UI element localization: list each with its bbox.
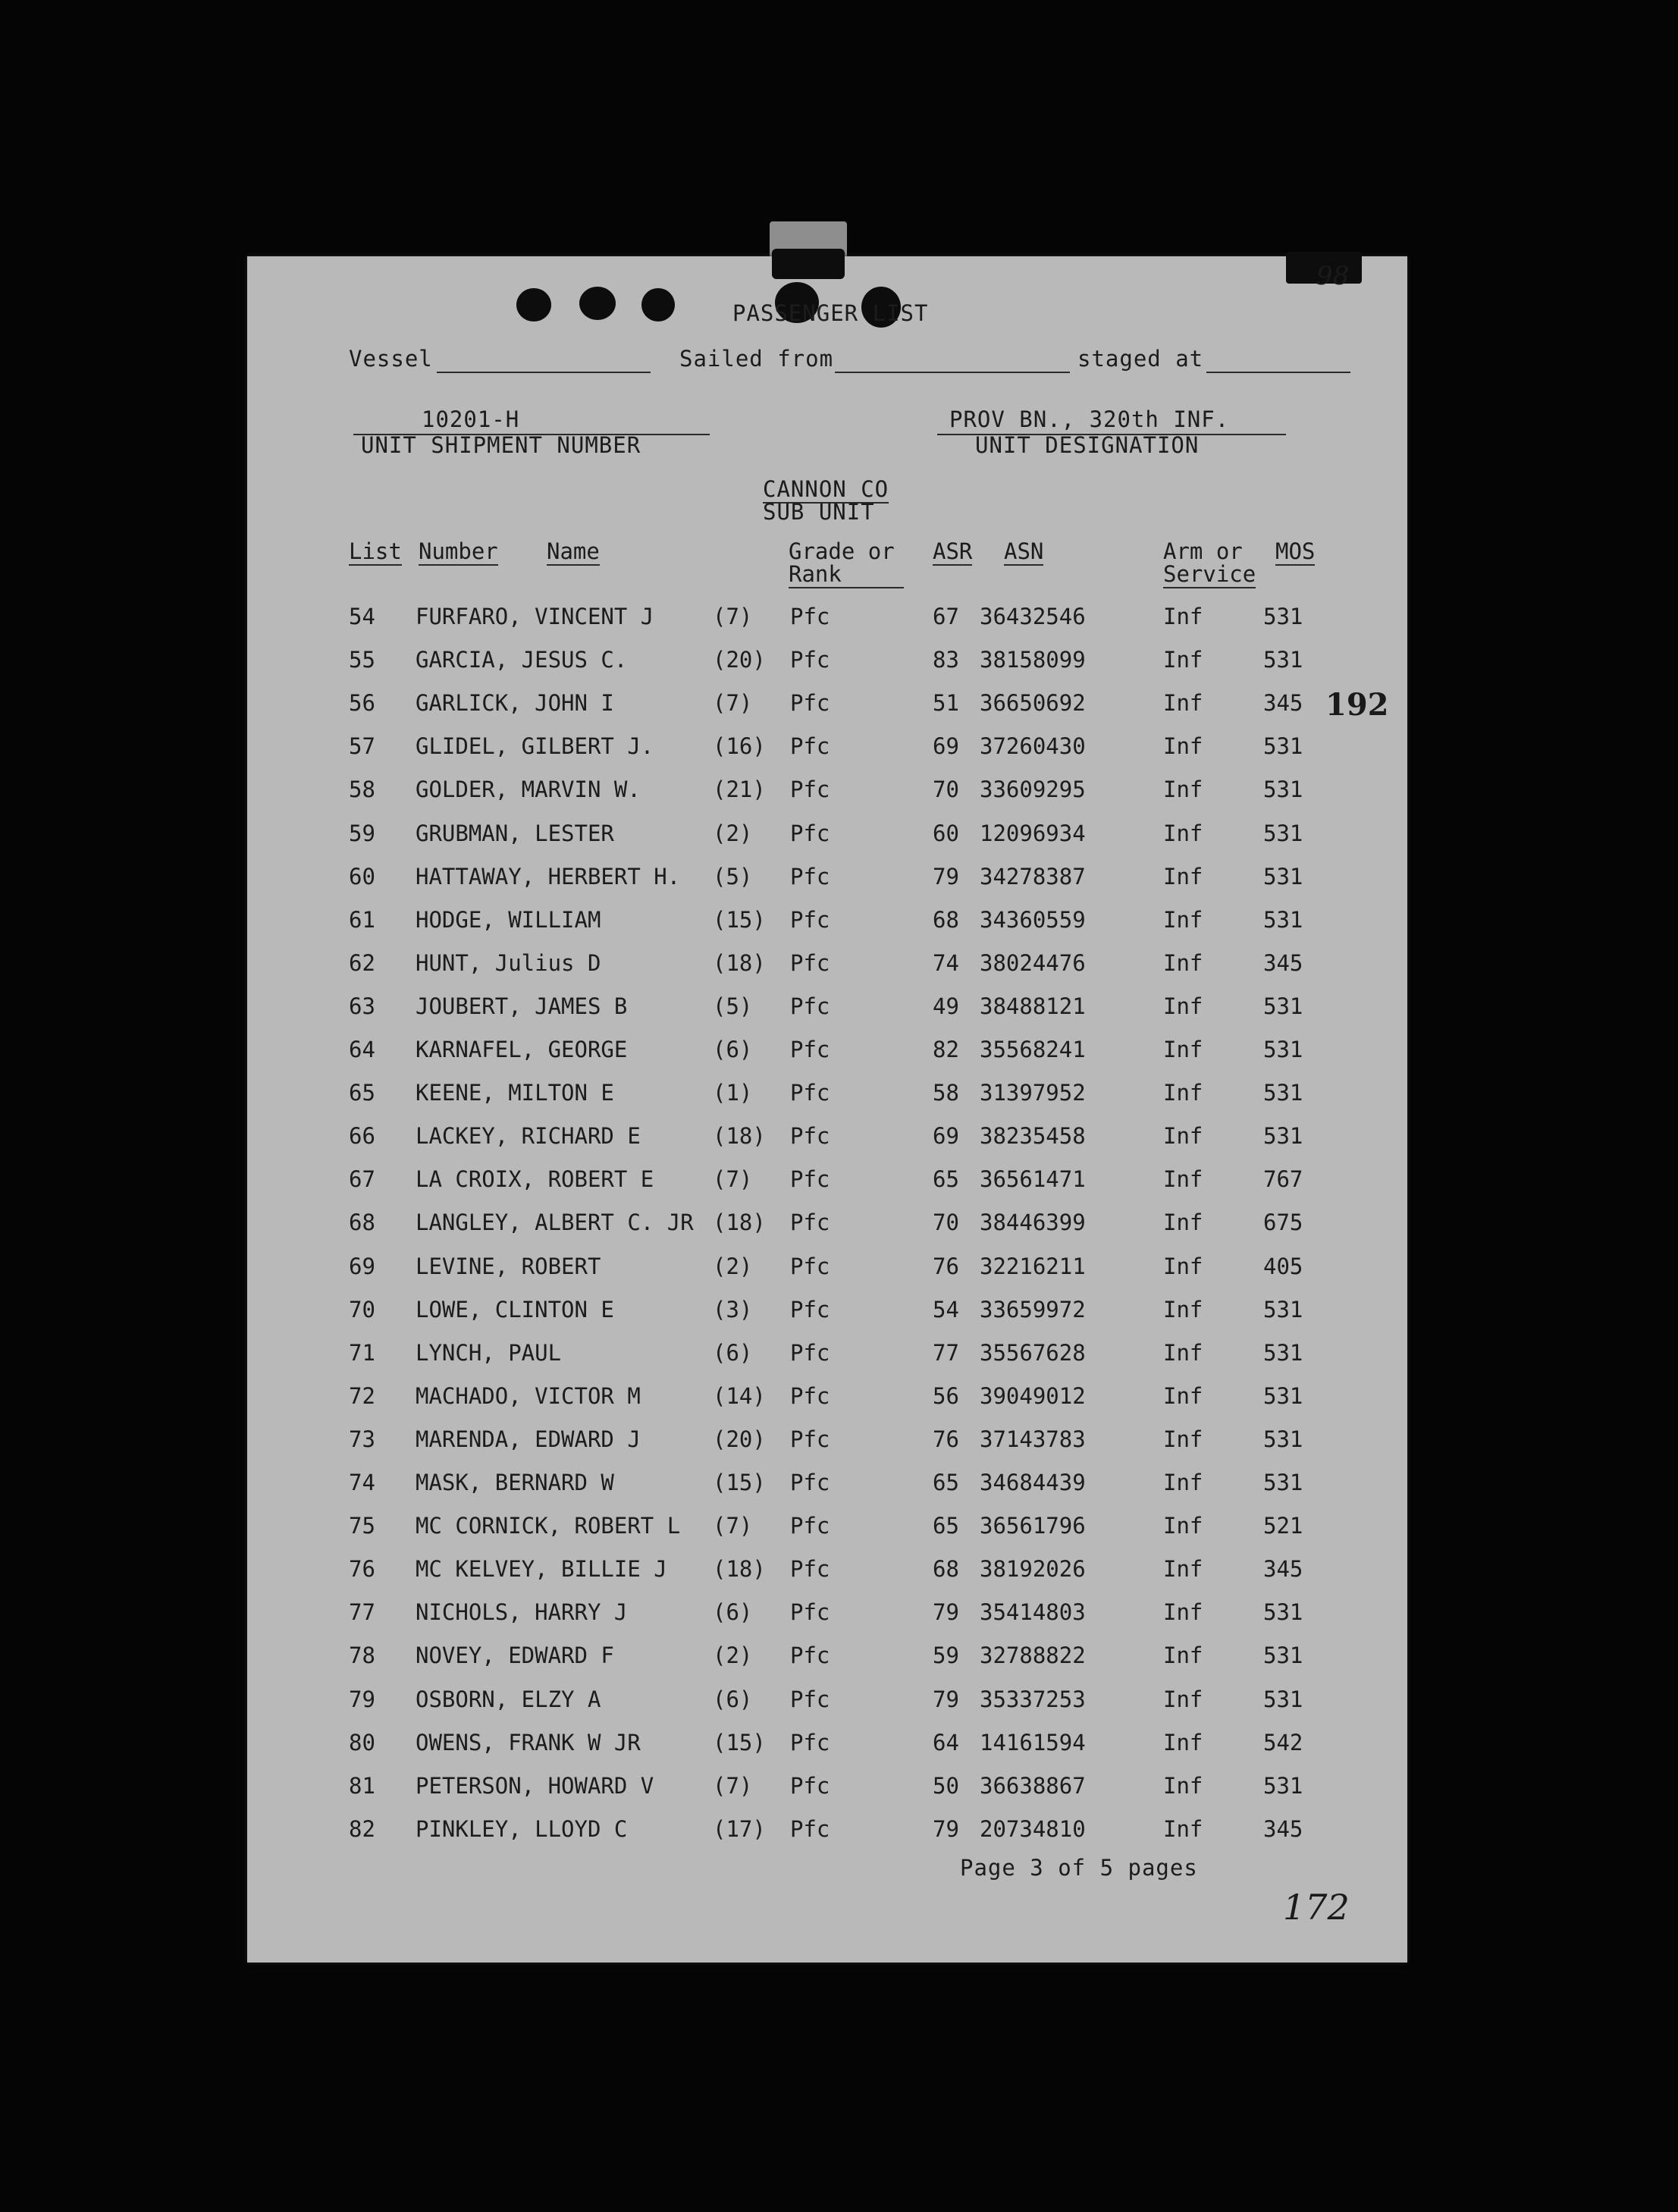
passenger-name: MC KELVEY, BILLIE J bbox=[416, 1556, 667, 1583]
arm-or-service: Inf bbox=[1163, 1080, 1203, 1106]
grade-number: (17) bbox=[713, 1815, 766, 1842]
col-asr: ASR bbox=[933, 538, 973, 564]
arm-or-service: Inf bbox=[1163, 604, 1203, 629]
arm-or-service: Inf bbox=[1163, 1513, 1203, 1539]
mos-code: 531 bbox=[1263, 1426, 1303, 1452]
page-number: Page 3 of 5 pages bbox=[960, 1855, 1198, 1881]
list-number: 80 bbox=[349, 1729, 375, 1755]
arm-or-service: Inf bbox=[1163, 820, 1203, 846]
list-number: 61 bbox=[349, 906, 375, 933]
grade-rank: Pfc bbox=[790, 820, 830, 846]
asr-score: 65 bbox=[933, 1470, 959, 1495]
list-number: 74 bbox=[349, 1470, 375, 1495]
arm-or-service: Inf bbox=[1163, 777, 1203, 803]
unit-shipment-label: UNIT SHIPMENT NUMBER bbox=[361, 432, 641, 458]
col-list: List bbox=[349, 538, 402, 564]
table-row bbox=[247, 1773, 1407, 1816]
mos-code: 675 bbox=[1263, 1210, 1303, 1236]
arm-or-service: Inf bbox=[1163, 949, 1203, 976]
grade-number: (18) bbox=[713, 1556, 766, 1583]
table-row bbox=[247, 864, 1407, 907]
passenger-name: MACHADO, VICTOR M bbox=[416, 1382, 641, 1409]
arm-or-service: Inf bbox=[1163, 1123, 1203, 1150]
arm-or-service: Inf bbox=[1163, 1296, 1203, 1322]
army-serial-number: 36561796 bbox=[980, 1513, 1086, 1539]
handwritten-top-right: 98 bbox=[1316, 261, 1350, 291]
grade-rank: Pfc bbox=[790, 1382, 830, 1409]
table-row bbox=[247, 993, 1407, 1037]
document-page bbox=[247, 256, 1407, 1963]
table-row bbox=[247, 1123, 1407, 1166]
grade-rank: Pfc bbox=[790, 1599, 830, 1626]
grade-rank: Pfc bbox=[790, 1815, 830, 1842]
grade-rank: Pfc bbox=[790, 993, 830, 1019]
arm-or-service: Inf bbox=[1163, 1686, 1203, 1712]
army-serial-number: 33659972 bbox=[980, 1296, 1086, 1322]
table-row bbox=[247, 1340, 1407, 1383]
grade-number: (5) bbox=[713, 863, 753, 890]
army-serial-number: 34278387 bbox=[980, 863, 1086, 890]
asr-score: 83 bbox=[933, 647, 959, 673]
passenger-name: GARCIA, JESUS C. bbox=[416, 647, 628, 673]
grade-rank: Pfc bbox=[790, 949, 830, 976]
army-serial-number: 37143783 bbox=[980, 1426, 1086, 1452]
table-row bbox=[247, 1297, 1407, 1340]
unit-shipment-number: 10201-H bbox=[422, 406, 520, 432]
passenger-name: KARNAFEL, GEORGE bbox=[416, 1037, 628, 1062]
grade-number: (14) bbox=[713, 1382, 766, 1409]
list-number: 73 bbox=[349, 1426, 375, 1452]
list-number: 69 bbox=[349, 1253, 375, 1279]
army-serial-number: 35568241 bbox=[980, 1037, 1086, 1062]
table-row bbox=[247, 647, 1407, 690]
mos-code: 405 bbox=[1263, 1253, 1303, 1279]
asr-score: 70 bbox=[933, 1210, 959, 1236]
arm-or-service: Inf bbox=[1163, 993, 1203, 1019]
army-serial-number: 38024476 bbox=[980, 949, 1086, 976]
table-row bbox=[247, 1686, 1407, 1730]
asr-score: 68 bbox=[933, 906, 959, 933]
col-arm: Arm or bbox=[1163, 538, 1243, 564]
army-serial-number: 20734810 bbox=[980, 1815, 1086, 1842]
grade-number: (15) bbox=[713, 906, 766, 933]
mos-code: 531 bbox=[1263, 1037, 1303, 1062]
col-name: Name bbox=[547, 538, 600, 564]
list-number: 75 bbox=[349, 1513, 375, 1539]
passenger-name: HATTAWAY, HERBERT H. bbox=[416, 863, 681, 890]
arm-or-service: Inf bbox=[1163, 647, 1203, 673]
grade-rank: Pfc bbox=[790, 1729, 830, 1755]
grade-number: (3) bbox=[713, 1296, 753, 1322]
army-serial-number: 33609295 bbox=[980, 777, 1086, 803]
mos-code: 521 bbox=[1263, 1513, 1303, 1539]
asr-score: 77 bbox=[933, 1339, 959, 1366]
table-row bbox=[247, 1730, 1407, 1773]
asr-score: 65 bbox=[933, 1513, 959, 1539]
grade-number: (7) bbox=[713, 690, 753, 717]
grade-rank: Pfc bbox=[790, 777, 830, 803]
mos-code: 531 bbox=[1263, 777, 1303, 803]
handwritten-side: 192 bbox=[1325, 687, 1389, 723]
army-serial-number: 38446399 bbox=[980, 1210, 1086, 1236]
army-serial-number: 34360559 bbox=[980, 906, 1086, 933]
arm-or-service: Inf bbox=[1163, 733, 1203, 760]
army-serial-number: 31397952 bbox=[980, 1080, 1086, 1106]
mos-code: 345 bbox=[1263, 1815, 1303, 1842]
grade-number: (18) bbox=[713, 949, 766, 976]
army-serial-number: 32788822 bbox=[980, 1643, 1086, 1669]
mos-code: 531 bbox=[1263, 1382, 1303, 1409]
asr-score: 49 bbox=[933, 993, 959, 1019]
table-row bbox=[247, 820, 1407, 864]
grade-number: (2) bbox=[713, 820, 753, 846]
army-serial-number: 36638867 bbox=[980, 1772, 1086, 1799]
mos-code: 531 bbox=[1263, 1296, 1303, 1322]
arm-or-service: Inf bbox=[1163, 863, 1203, 890]
col-service: Service bbox=[1163, 561, 1256, 587]
grade-number: (7) bbox=[713, 604, 753, 629]
asr-score: 76 bbox=[933, 1253, 959, 1279]
arm-or-service: Inf bbox=[1163, 690, 1203, 717]
grade-number: (21) bbox=[713, 777, 766, 803]
grade-number: (15) bbox=[713, 1470, 766, 1495]
grade-rank: Pfc bbox=[790, 604, 830, 629]
army-serial-number: 36561471 bbox=[980, 1166, 1086, 1193]
army-serial-number: 35337253 bbox=[980, 1686, 1086, 1712]
grade-number: (18) bbox=[713, 1210, 766, 1236]
list-number: 65 bbox=[349, 1080, 375, 1106]
grade-number: (16) bbox=[713, 733, 766, 760]
mos-code: 767 bbox=[1263, 1166, 1303, 1193]
list-number: 68 bbox=[349, 1210, 375, 1236]
asr-score: 79 bbox=[933, 1686, 959, 1712]
army-serial-number: 38158099 bbox=[980, 647, 1086, 673]
asr-score: 79 bbox=[933, 1599, 959, 1626]
grade-number: (18) bbox=[713, 1123, 766, 1150]
table-row bbox=[247, 1253, 1407, 1297]
mos-code: 345 bbox=[1263, 1556, 1303, 1583]
grade-rank: Pfc bbox=[790, 906, 830, 933]
passenger-name: FURFARO, VINCENT J bbox=[416, 604, 654, 629]
table-row bbox=[247, 1556, 1407, 1599]
asr-score: 74 bbox=[933, 949, 959, 976]
sub-unit-label: SUB UNIT bbox=[763, 499, 875, 525]
grade-number: (6) bbox=[713, 1686, 753, 1712]
grade-rank: Pfc bbox=[790, 1253, 830, 1279]
asr-score: 70 bbox=[933, 777, 959, 803]
list-number: 60 bbox=[349, 863, 375, 890]
passenger-name: LYNCH, PAUL bbox=[416, 1339, 562, 1366]
grade-rank: Pfc bbox=[790, 1772, 830, 1799]
grade-number: (7) bbox=[713, 1513, 753, 1539]
army-serial-number: 12096934 bbox=[980, 820, 1086, 846]
grade-rank: Pfc bbox=[790, 863, 830, 890]
passenger-name: NICHOLS, HARRY J bbox=[416, 1599, 628, 1626]
table-row bbox=[247, 1643, 1407, 1686]
passenger-name: OSBORN, ELZY A bbox=[416, 1686, 601, 1712]
table-row bbox=[247, 1470, 1407, 1513]
passenger-name: GOLDER, MARVIN W. bbox=[416, 777, 641, 803]
arm-or-service: Inf bbox=[1163, 1729, 1203, 1755]
passenger-name: OWENS, FRANK W JR bbox=[416, 1729, 641, 1755]
list-number: 71 bbox=[349, 1339, 375, 1366]
mos-code: 542 bbox=[1263, 1729, 1303, 1755]
grade-rank: Pfc bbox=[790, 1686, 830, 1712]
grade-number: (6) bbox=[713, 1339, 753, 1366]
army-serial-number: 38235458 bbox=[980, 1123, 1086, 1150]
list-number: 64 bbox=[349, 1037, 375, 1062]
grade-number: (20) bbox=[713, 1426, 766, 1452]
arm-or-service: Inf bbox=[1163, 1599, 1203, 1626]
document-title: PASSENGER LIST bbox=[732, 300, 929, 326]
sailed-from-label: Sailed from bbox=[679, 346, 834, 372]
asr-score: 69 bbox=[933, 733, 959, 760]
army-serial-number: 38192026 bbox=[980, 1556, 1086, 1583]
table-row bbox=[247, 907, 1407, 950]
vessel-blank bbox=[437, 372, 651, 373]
table-row bbox=[247, 690, 1407, 733]
asr-score: 51 bbox=[933, 690, 959, 717]
grade-rank: Pfc bbox=[790, 733, 830, 760]
grade-rank: Pfc bbox=[790, 1339, 830, 1366]
mos-code: 531 bbox=[1263, 863, 1303, 890]
arm-or-service: Inf bbox=[1163, 1470, 1203, 1495]
passenger-name: LOWE, CLINTON E bbox=[416, 1296, 614, 1322]
table-row bbox=[247, 1037, 1407, 1080]
grade-number: (7) bbox=[713, 1166, 753, 1193]
punch-hole bbox=[579, 287, 616, 320]
passenger-name: GARLICK, JOHN I bbox=[416, 690, 614, 717]
asr-score: 69 bbox=[933, 1123, 959, 1150]
grade-number: (20) bbox=[713, 647, 766, 673]
arm-or-service: Inf bbox=[1163, 1253, 1203, 1279]
unit-designation-label: UNIT DESIGNATION bbox=[975, 432, 1200, 458]
grade-number: (1) bbox=[713, 1080, 753, 1106]
passenger-name: LANGLEY, ALBERT C. JR bbox=[416, 1210, 694, 1236]
army-serial-number: 37260430 bbox=[980, 733, 1086, 760]
table-row bbox=[247, 1210, 1407, 1253]
mos-code: 531 bbox=[1263, 993, 1303, 1019]
mos-code: 531 bbox=[1263, 604, 1303, 629]
list-number: 54 bbox=[349, 604, 375, 629]
table-row bbox=[247, 1513, 1407, 1556]
grade-rank: Pfc bbox=[790, 1166, 830, 1193]
col-grade: Grade or bbox=[789, 538, 895, 564]
army-serial-number: 36650692 bbox=[980, 690, 1086, 717]
grade-rank: Pfc bbox=[790, 1556, 830, 1583]
table-row bbox=[247, 777, 1407, 820]
mos-code: 531 bbox=[1263, 1339, 1303, 1366]
grade-rank: Pfc bbox=[790, 647, 830, 673]
asr-score: 79 bbox=[933, 863, 959, 890]
table-row bbox=[247, 604, 1407, 647]
list-number: 82 bbox=[349, 1815, 375, 1842]
arm-or-service: Inf bbox=[1163, 1815, 1203, 1842]
mos-code: 531 bbox=[1263, 1080, 1303, 1106]
arm-or-service: Inf bbox=[1163, 1643, 1203, 1669]
passenger-name: GRUBMAN, LESTER bbox=[416, 820, 614, 846]
asr-score: 65 bbox=[933, 1166, 959, 1193]
passenger-name: MARENDA, EDWARD J bbox=[416, 1426, 641, 1452]
list-number: 77 bbox=[349, 1599, 375, 1626]
col-number: Number bbox=[419, 538, 498, 564]
grade-rank: Pfc bbox=[790, 1426, 830, 1452]
grade-number: (6) bbox=[713, 1037, 753, 1062]
mos-code: 531 bbox=[1263, 733, 1303, 760]
list-number: 81 bbox=[349, 1772, 375, 1799]
passenger-name: MASK, BERNARD W bbox=[416, 1470, 614, 1495]
grade-rank: Pfc bbox=[790, 1123, 830, 1150]
arm-or-service: Inf bbox=[1163, 1339, 1203, 1366]
list-number: 63 bbox=[349, 993, 375, 1019]
asr-score: 67 bbox=[933, 604, 959, 629]
list-number: 57 bbox=[349, 733, 375, 760]
list-number: 59 bbox=[349, 820, 375, 846]
list-number: 72 bbox=[349, 1382, 375, 1409]
passenger-name: LEVINE, ROBERT bbox=[416, 1253, 601, 1279]
asr-score: 64 bbox=[933, 1729, 959, 1755]
army-serial-number: 14161594 bbox=[980, 1729, 1086, 1755]
grade-rank: Pfc bbox=[790, 1296, 830, 1322]
arm-or-service: Inf bbox=[1163, 1037, 1203, 1062]
asr-score: 59 bbox=[933, 1643, 959, 1669]
list-number: 67 bbox=[349, 1166, 375, 1193]
unit-designation: PROV BN., 320th INF. bbox=[949, 406, 1230, 432]
grade-number: (15) bbox=[713, 1729, 766, 1755]
passenger-name: KEENE, MILTON E bbox=[416, 1080, 614, 1106]
mos-code: 531 bbox=[1263, 906, 1303, 933]
staged-at-blank bbox=[1206, 372, 1350, 373]
passenger-name: HUNT, Julius D bbox=[416, 949, 601, 976]
passenger-name: LA CROIX, ROBERT E bbox=[416, 1166, 654, 1193]
grade-number: (2) bbox=[713, 1253, 753, 1279]
staged-at-label: staged at bbox=[1077, 346, 1204, 372]
asr-score: 56 bbox=[933, 1382, 959, 1409]
grade-rank: Pfc bbox=[790, 1037, 830, 1062]
table-row bbox=[247, 950, 1407, 993]
arm-or-service: Inf bbox=[1163, 1772, 1203, 1799]
asr-score: 58 bbox=[933, 1080, 959, 1106]
grade-number: (7) bbox=[713, 1772, 753, 1799]
mos-code: 345 bbox=[1263, 690, 1303, 717]
army-serial-number: 35567628 bbox=[980, 1339, 1086, 1366]
passenger-name: HODGE, WILLIAM bbox=[416, 906, 601, 933]
grade-rank: Pfc bbox=[790, 1210, 830, 1236]
list-number: 78 bbox=[349, 1643, 375, 1669]
punch-hole bbox=[516, 288, 551, 322]
sub-unit-name: CANNON CO bbox=[763, 476, 889, 502]
mos-code: 531 bbox=[1263, 1123, 1303, 1150]
list-number: 62 bbox=[349, 949, 375, 976]
punch-hole bbox=[641, 288, 675, 322]
passenger-name: MC CORNICK, ROBERT L bbox=[416, 1513, 681, 1539]
table-row bbox=[247, 1816, 1407, 1859]
arm-or-service: Inf bbox=[1163, 1210, 1203, 1236]
table-row bbox=[247, 733, 1407, 777]
col-mos: MOS bbox=[1275, 538, 1316, 564]
handwritten-bottom: 172 bbox=[1283, 1887, 1350, 1928]
army-serial-number: 36432546 bbox=[980, 604, 1086, 629]
mos-code: 531 bbox=[1263, 1643, 1303, 1669]
mos-code: 531 bbox=[1263, 647, 1303, 673]
army-serial-number: 34684439 bbox=[980, 1470, 1086, 1495]
mos-code: 531 bbox=[1263, 1772, 1303, 1799]
asr-score: 68 bbox=[933, 1556, 959, 1583]
asr-score: 50 bbox=[933, 1772, 959, 1799]
asr-score: 76 bbox=[933, 1426, 959, 1452]
asr-score: 54 bbox=[933, 1296, 959, 1322]
list-number: 58 bbox=[349, 777, 375, 803]
vessel-label: Vessel bbox=[349, 346, 433, 372]
col-asn: ASN bbox=[1004, 538, 1044, 564]
passenger-name: GLIDEL, GILBERT J. bbox=[416, 733, 654, 760]
grade-number: (2) bbox=[713, 1643, 753, 1669]
grade-rank: Pfc bbox=[790, 1513, 830, 1539]
grade-rank: Pfc bbox=[790, 1643, 830, 1669]
clip-shadow bbox=[772, 249, 845, 279]
grade-number: (5) bbox=[713, 993, 753, 1019]
list-number: 56 bbox=[349, 690, 375, 717]
list-number: 70 bbox=[349, 1296, 375, 1322]
mos-code: 531 bbox=[1263, 1686, 1303, 1712]
army-serial-number: 35414803 bbox=[980, 1599, 1086, 1626]
passenger-name: JOUBERT, JAMES B bbox=[416, 993, 628, 1019]
sailed-from-blank bbox=[835, 372, 1070, 373]
table-row bbox=[247, 1599, 1407, 1643]
asr-score: 79 bbox=[933, 1815, 959, 1842]
army-serial-number: 39049012 bbox=[980, 1382, 1086, 1409]
arm-or-service: Inf bbox=[1163, 1426, 1203, 1452]
grade-number: (6) bbox=[713, 1599, 753, 1626]
arm-or-service: Inf bbox=[1163, 1382, 1203, 1409]
army-serial-number: 38488121 bbox=[980, 993, 1086, 1019]
passenger-name: PINKLEY, LLOYD C bbox=[416, 1815, 628, 1842]
mos-code: 345 bbox=[1263, 949, 1303, 976]
arm-or-service: Inf bbox=[1163, 1556, 1203, 1583]
list-number: 76 bbox=[349, 1556, 375, 1583]
table-row bbox=[247, 1383, 1407, 1426]
list-number: 79 bbox=[349, 1686, 375, 1712]
passenger-name: NOVEY, EDWARD F bbox=[416, 1643, 614, 1669]
table-row bbox=[247, 1166, 1407, 1210]
mos-code: 531 bbox=[1263, 1599, 1303, 1626]
mos-code: 531 bbox=[1263, 820, 1303, 846]
grade-rank: Pfc bbox=[790, 1470, 830, 1495]
table-row bbox=[247, 1080, 1407, 1123]
passenger-name: LACKEY, RICHARD E bbox=[416, 1123, 641, 1150]
arm-or-service: Inf bbox=[1163, 906, 1203, 933]
arm-or-service: Inf bbox=[1163, 1166, 1203, 1193]
list-number: 66 bbox=[349, 1123, 375, 1150]
col-rank: Rank bbox=[789, 561, 904, 588]
grade-rank: Pfc bbox=[790, 1080, 830, 1106]
mos-code: 531 bbox=[1263, 1470, 1303, 1495]
army-serial-number: 32216211 bbox=[980, 1253, 1086, 1279]
list-number: 55 bbox=[349, 647, 375, 673]
grade-rank: Pfc bbox=[790, 690, 830, 717]
asr-score: 60 bbox=[933, 820, 959, 846]
passenger-name: PETERSON, HOWARD V bbox=[416, 1772, 654, 1799]
table-row bbox=[247, 1426, 1407, 1470]
asr-score: 82 bbox=[933, 1037, 959, 1062]
